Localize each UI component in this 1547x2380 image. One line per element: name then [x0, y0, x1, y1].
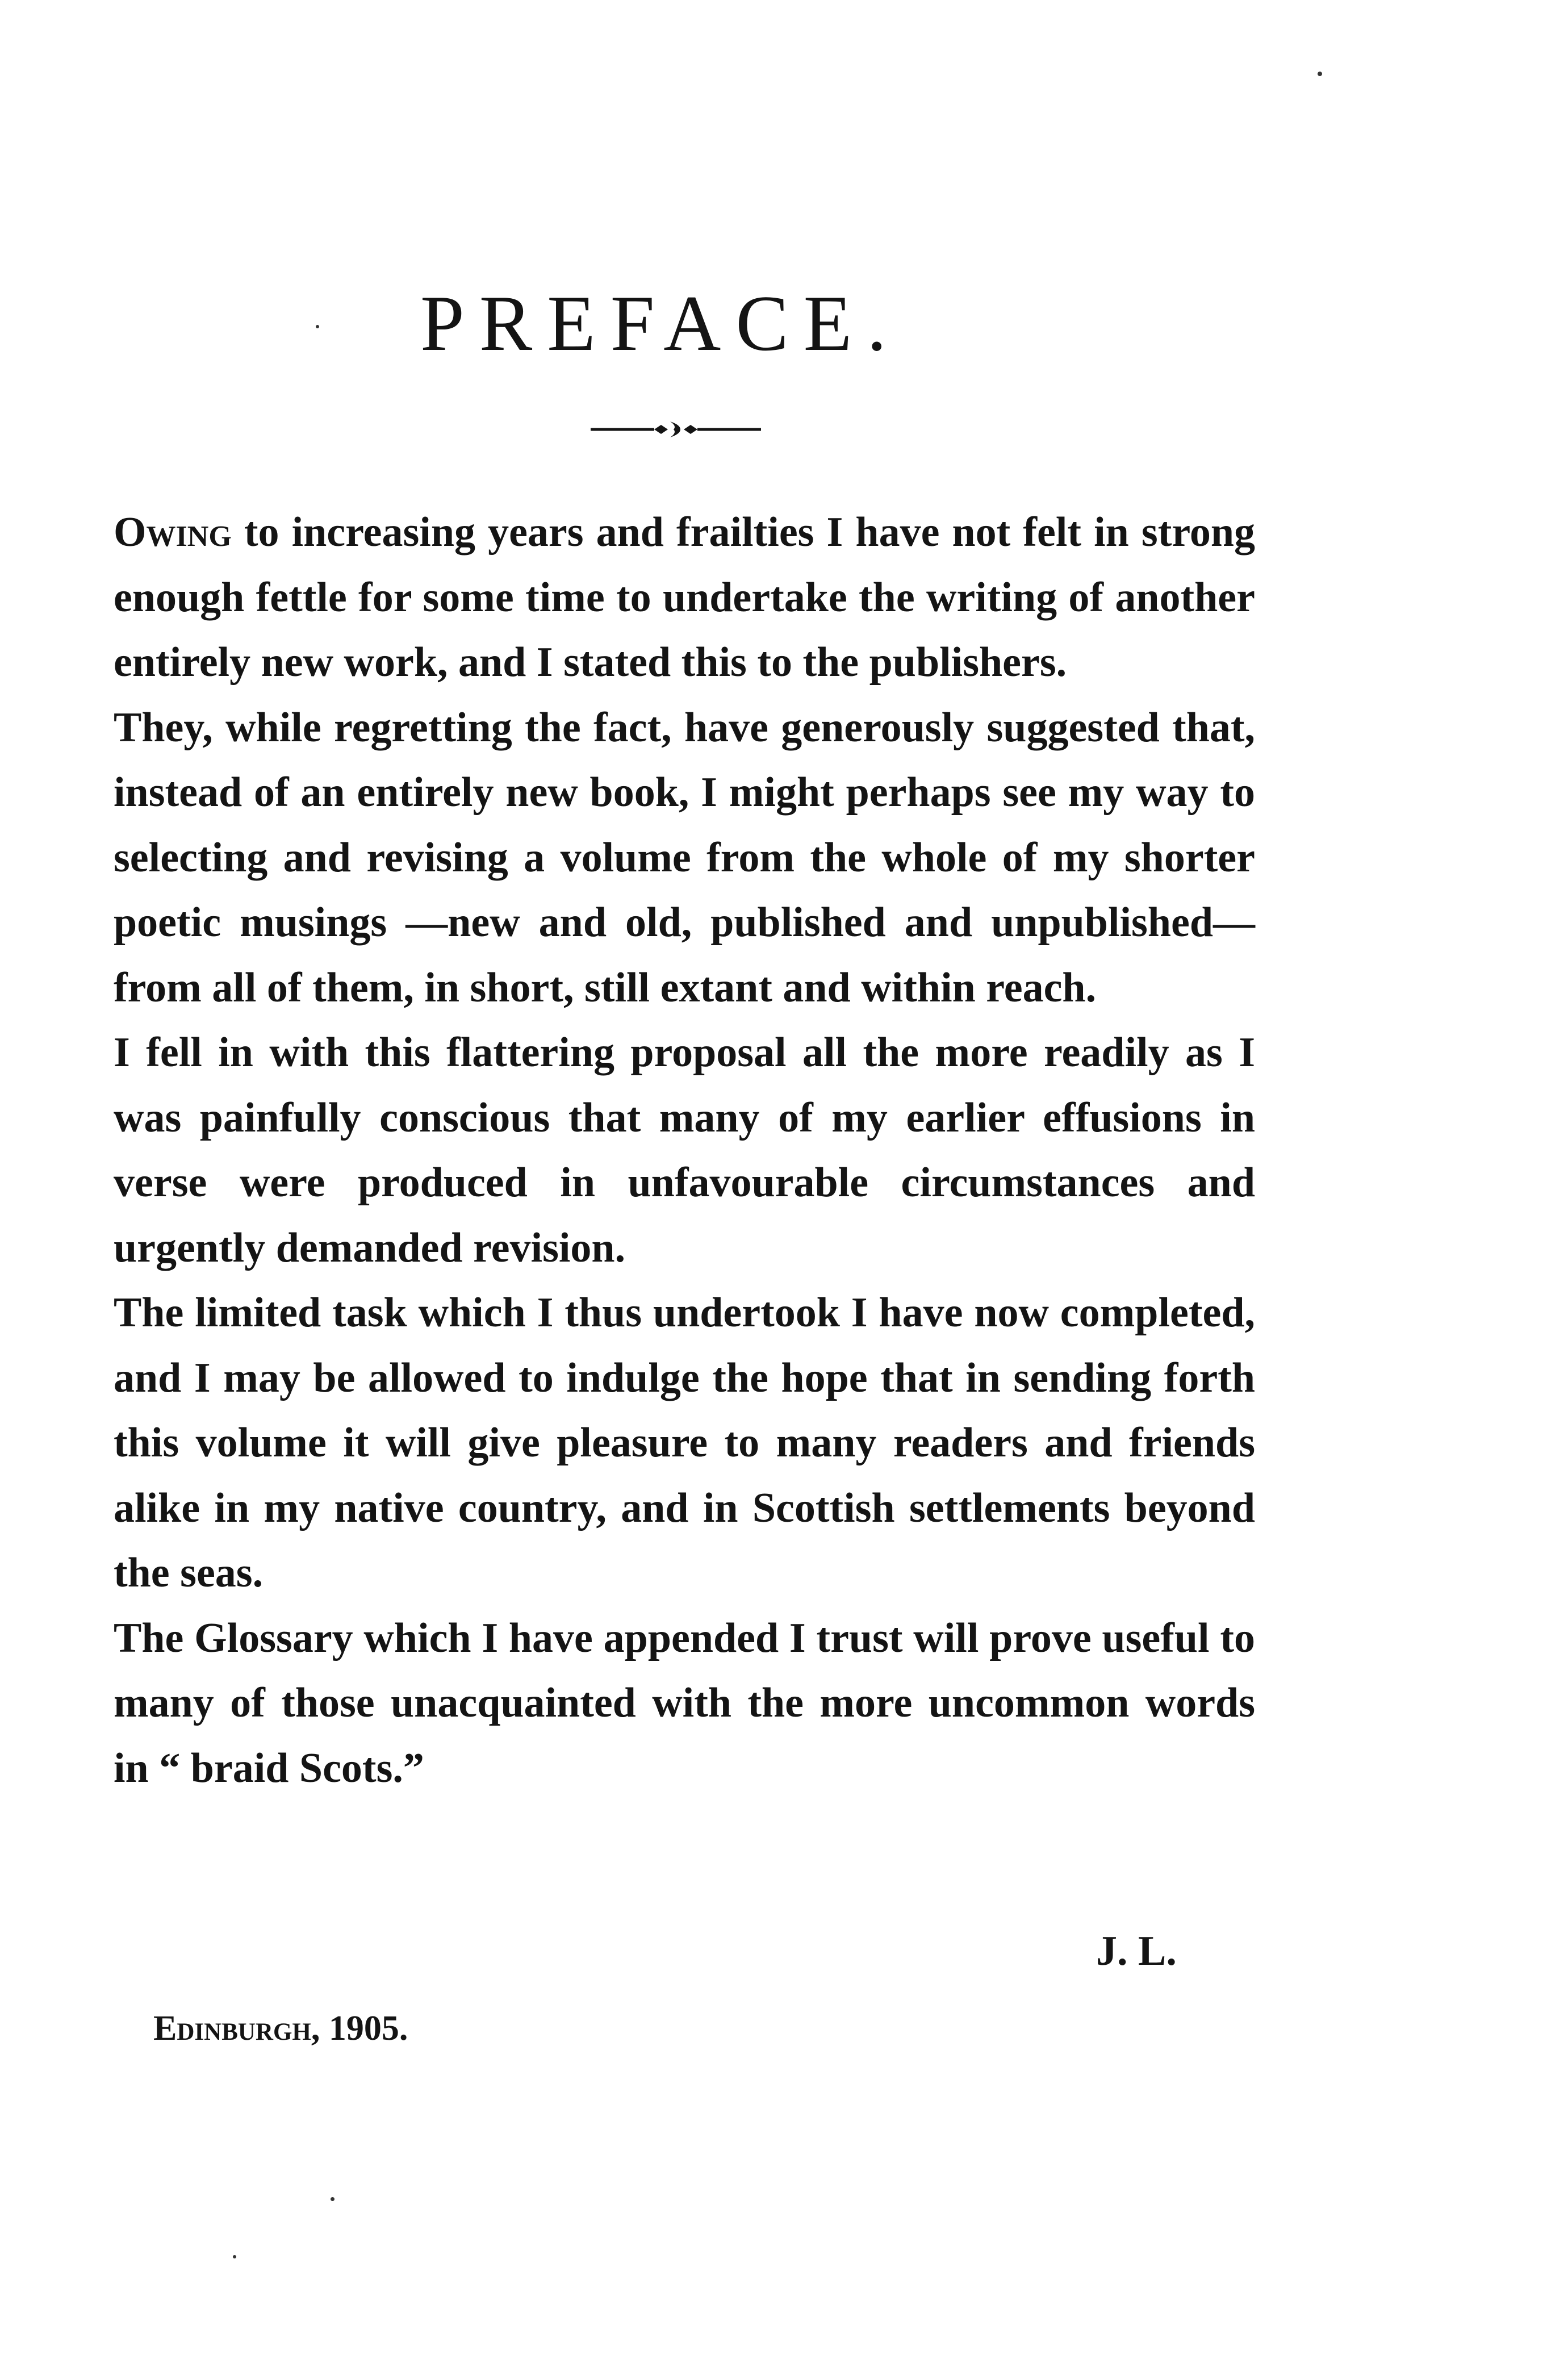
- paragraph-5: [114, 1606, 1255, 1801]
- paragraph-text: The Glossary which I have appended I trust will prove useful to many of those unacquainted with the more uncommon words in “ braid Scots.”: [114, 1614, 1255, 1792]
- page-speck: [233, 2255, 236, 2258]
- page-speck: [316, 325, 319, 328]
- paragraph-text: to increasing years and frailties I have not felt in strong enough fettle for some time to undertake the writing of another entirely new work, and I stated this to the publishers.: [114, 509, 1255, 686]
- paragraph-3: [114, 1020, 1255, 1280]
- page-title: PREFACE.: [420, 279, 902, 368]
- place-and-date: Edinburgh, 1905.: [153, 2009, 408, 2048]
- page-speck: [331, 2197, 335, 2201]
- paragraph-text: They, while regretting the fact, have generously suggested that, instead of an entirely new book, I might perhaps see my way to selecting and revising a volume from the whole of my shorter poetic musings —new and old, published and unpublished—from all of them, in short, still extant and within reach.: [114, 704, 1255, 1011]
- paragraph-1: [114, 500, 1255, 695]
- preface-body: [114, 500, 1255, 1801]
- paragraph-4: [114, 1280, 1255, 1606]
- author-initials: J. L.: [1096, 1928, 1177, 1974]
- page-speck: [1318, 72, 1322, 76]
- ornament-divider: [591, 416, 761, 443]
- paragraph-2: [114, 695, 1255, 1021]
- paragraph-lead-word: Owing: [114, 509, 232, 556]
- paragraph-text: The limited task which I thus undertook I have now completed, and I may be allowed to indulge the hope that in sending forth this volume it will give pleasure to many readers and friends alike in my native country, and in Scottish settlements beyond the seas.: [114, 1289, 1255, 1596]
- paragraph-text: I fell in with this flattering proposal all the more readily as I was painfully conscious that many of my earlier effusions in verse were produced in unfavourable circumstances and urgently demanded revision.: [114, 1029, 1255, 1271]
